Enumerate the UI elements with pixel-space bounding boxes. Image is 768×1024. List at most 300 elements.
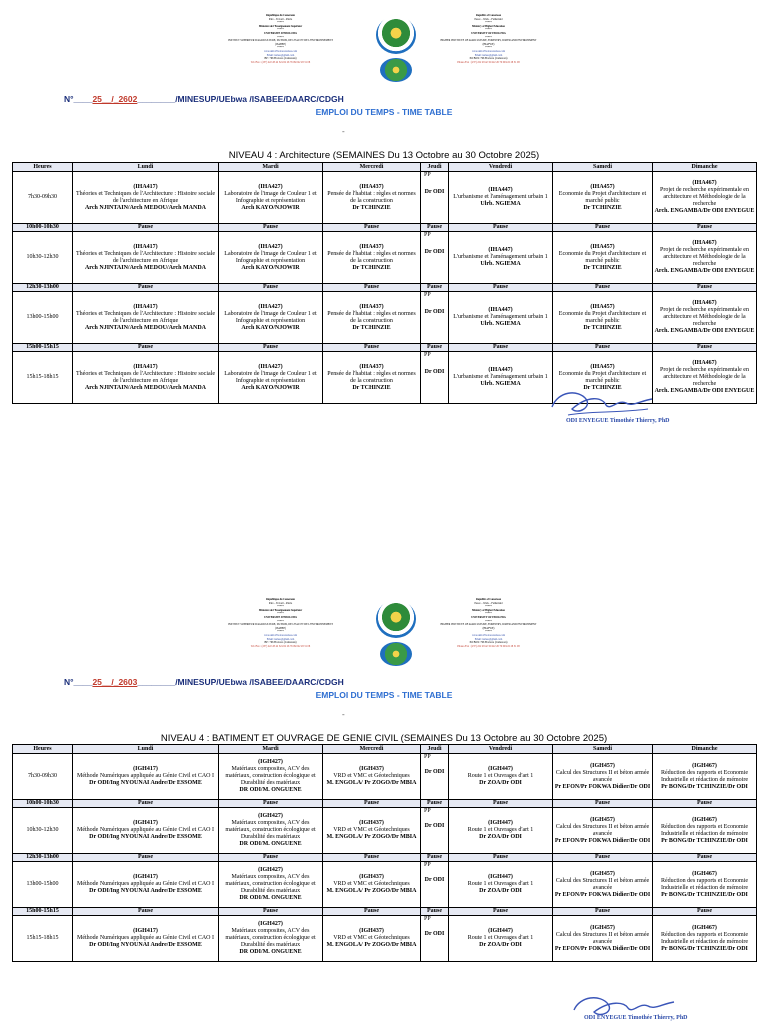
pause-cell: Pause bbox=[73, 908, 219, 916]
pause-cell: Pause bbox=[323, 224, 421, 232]
course-title: Calcul des Structures II et béton armée avancée bbox=[555, 931, 650, 945]
course-code: (IGH437) bbox=[359, 766, 384, 772]
separator-dash: - bbox=[342, 710, 345, 719]
course-teacher: Arch NJINTAIN/Arch MEDOU/Arch MANDA bbox=[84, 384, 207, 391]
course-code: (IGH427) bbox=[258, 921, 283, 927]
header-line: Tél./Fax : (237) 222 28 42 32/222 26 76 09/222 28 31 08 bbox=[250, 60, 311, 64]
pause-cell: Pause bbox=[73, 800, 219, 808]
pause-cell: Pause bbox=[553, 908, 653, 916]
course-code: (IGH467) bbox=[692, 870, 717, 877]
column-header: Jeudi bbox=[421, 745, 449, 754]
header-line: UNIVERSITY OF EBOLOWA bbox=[471, 615, 506, 619]
course-teacher: Ulrb. NGIEMA bbox=[480, 261, 521, 267]
course-code: (IGH467) bbox=[692, 816, 717, 823]
header-line: République du Cameroun bbox=[266, 598, 295, 601]
course-teacher: Arch. ENGAMBA/Dr ODI ENYEGUE bbox=[654, 268, 755, 274]
course-teacher: Ulrb. NGIEMA bbox=[480, 321, 521, 327]
signatory-name: ODI ENYEGUE Timothée Thierry, PhD bbox=[584, 1015, 688, 1021]
course-cell-mercredi bbox=[323, 862, 421, 908]
course-cell-mardi bbox=[219, 916, 323, 962]
ref-suffix: ________/MINESUP/UEbwa /ISABEE/DAARC/CDGH bbox=[137, 677, 344, 687]
course-teacher: Dr ZOA/Dr ODI bbox=[479, 834, 522, 840]
course-teacher: Dr TCHINZIE bbox=[583, 384, 622, 391]
course-code: (IHA447) bbox=[488, 367, 513, 373]
pause-cell: Pause bbox=[653, 854, 757, 862]
course-title: Economie du Projet d'architecture et marché public bbox=[558, 250, 647, 264]
column-header: Dimanche bbox=[653, 163, 757, 172]
pause-cell: Pause bbox=[73, 344, 219, 352]
course-cell-lundi bbox=[73, 916, 219, 962]
course-title: VRD et VMC et Géotechniques bbox=[333, 827, 410, 833]
course-teacher: Arch. ENGAMBA/Dr ODI ENYEGUE bbox=[654, 328, 755, 334]
lesson-row bbox=[13, 754, 757, 800]
course-code: (IHA447) bbox=[488, 247, 513, 253]
header-line: BP : 796 Ebolowa (Cameroun) bbox=[264, 57, 297, 61]
course-code: (IGH417) bbox=[133, 820, 158, 826]
pause-cell: Pause bbox=[449, 800, 553, 808]
course-code: (IGH427) bbox=[258, 867, 283, 873]
header-line: Ministry of Higher Education bbox=[472, 24, 505, 28]
course-title: VRD et VMC et Géotechniques bbox=[333, 935, 410, 941]
header-line: BP : 796 Ebolowa (Cameroun) bbox=[264, 641, 297, 645]
course-code: (IHA447) bbox=[488, 187, 513, 193]
course-cell-jeudi bbox=[421, 808, 449, 854]
pause-cell: Pause bbox=[73, 284, 219, 292]
course-teacher: Arch NJINTAIN/Arch MEDOU/Arch MANDA bbox=[84, 324, 207, 331]
course-cell-dimanche bbox=[653, 808, 757, 854]
pause-cell: Pause bbox=[421, 908, 449, 916]
course-code: (IHA467) bbox=[692, 240, 717, 246]
course-title: L'urbanisme et l'aménagement urbain 1 bbox=[453, 374, 548, 380]
pause-cell: Pause bbox=[653, 800, 757, 808]
column-header: Mardi bbox=[219, 163, 323, 172]
course-teacher: Dr TCHINZIE bbox=[352, 204, 391, 211]
pause-cell: Pause bbox=[421, 800, 449, 808]
course-title: L'urbanisme et l'aménagement urbain 1 bbox=[453, 194, 548, 200]
course-title: Méthode Numériques appliquée au Génie Civil et CAO I bbox=[77, 935, 214, 941]
course-code: (IHA437) bbox=[359, 363, 384, 370]
course-cell-mercredi bbox=[323, 808, 421, 854]
course-cell-vendredi bbox=[449, 808, 553, 854]
pause-cell: Pause bbox=[553, 854, 653, 862]
pp-label: PP bbox=[424, 232, 431, 238]
course-teacher: Dr TCHINZIE bbox=[583, 264, 622, 271]
course-code: (IHA447) bbox=[488, 307, 513, 313]
course-title: Réduction des rapports et Economie Industrielle et rédaction de mémoire bbox=[661, 823, 748, 837]
header-line: PO BOX: 796 Ebolowa (Cameroon) bbox=[469, 641, 508, 645]
level-heading: NIVEAU 4 : BATIMENT ET OUVRAGE DE GENIE CIVIL (SEMAINES Du 13 Octobre au 30 Octobre 2025) bbox=[160, 733, 608, 744]
course-cell-vendredi bbox=[449, 754, 553, 800]
course-code: (IGH447) bbox=[488, 874, 513, 880]
header-line: ***** bbox=[277, 21, 284, 25]
course-title: Calcul des Structures II et béton armée avancée bbox=[555, 769, 650, 783]
course-title: L'urbanisme et l'aménagement urbain 1 bbox=[453, 254, 548, 260]
column-header: Samedi bbox=[553, 163, 653, 172]
course-title: Route 1 et Ouvrages d'art 1 bbox=[467, 935, 534, 941]
pause-cell: Pause bbox=[653, 908, 757, 916]
column-header: Samedi bbox=[553, 745, 653, 754]
course-teacher: Dr ODI/Ing NYOUNAI Andre/Dr ESSOME bbox=[89, 780, 202, 786]
course-title: Matériaux composites, ACV des matériaux, construction écologique et Durabilité des matériaux bbox=[225, 820, 316, 840]
course-code: (IHA417) bbox=[133, 363, 158, 370]
course-code: (IHA437) bbox=[359, 183, 384, 190]
course-title: Méthode Numériques appliquée au Génie Civil et CAO I bbox=[77, 881, 214, 887]
header-line: ***** bbox=[485, 612, 492, 616]
course-code: (IGH457) bbox=[590, 762, 615, 769]
university-seal-icon bbox=[376, 600, 416, 638]
course-cell-jeudi bbox=[421, 862, 449, 908]
university-logo bbox=[368, 598, 424, 668]
header-line: ***** bbox=[485, 619, 492, 623]
course-title: Laboratoire de l'image de Couleur 1 et Infographie et représentation bbox=[224, 250, 317, 264]
course-title: Economie du Projet d'architecture et marché public bbox=[558, 370, 647, 384]
header-line: UNIVERSITE D'EBOLOWA bbox=[264, 31, 297, 35]
course-code: (IGH447) bbox=[488, 766, 513, 772]
course-cell-samedi bbox=[553, 916, 653, 962]
course-title: Réduction des rapports et Economie Industrielle et rédaction de mémoire bbox=[661, 769, 748, 783]
header-line: www.univ-Ebolowa.isabee.com bbox=[471, 49, 506, 53]
course-teacher: Pr BONG/Dr TCHINZIE/Dr ODI bbox=[661, 837, 748, 844]
course-title: Laboratoire de l'image de Couleur 1 et Infographie et représentation bbox=[224, 310, 317, 324]
course-title: Pensée de l'habitat : règles et normes de la construction bbox=[327, 310, 416, 324]
header-line: République du Cameroun bbox=[266, 14, 295, 17]
header-line: ***** bbox=[485, 28, 492, 32]
pause-cell: Pause bbox=[323, 800, 421, 808]
course-cell-vendredi bbox=[449, 916, 553, 962]
course-code: (IHA427) bbox=[258, 183, 283, 190]
signatory-name: ODI ENYEGUE Timothée Thierry, PhD bbox=[566, 418, 670, 424]
course-title: Matériaux composites, ACV des matériaux, construction écologique et Durabilité des matériaux bbox=[225, 766, 316, 786]
header-line: ***** bbox=[277, 619, 284, 623]
course-title: Route 1 et Ouvrages d'art 1 bbox=[467, 773, 534, 779]
time-slot: 15h15-18h15 bbox=[13, 352, 73, 404]
course-cell-mardi bbox=[219, 808, 323, 854]
pause-cell: Pause bbox=[553, 344, 653, 352]
header-right-english bbox=[436, 598, 541, 648]
course-teacher: Dr TCHINZIE bbox=[352, 324, 391, 331]
course-cell-mercredi bbox=[323, 754, 421, 800]
course-teacher: Dr ODI bbox=[424, 369, 445, 375]
header-line: Email: isabee@gmail.com bbox=[474, 53, 503, 57]
course-cell-dimanche bbox=[653, 754, 757, 800]
column-header: Heures bbox=[13, 745, 73, 754]
course-teacher: Pr BONG/Dr TCHINZIE/Dr ODI bbox=[661, 891, 748, 898]
course-code: (IHA427) bbox=[258, 363, 283, 370]
course-teacher: DR ODI/M. ONGUENE bbox=[239, 787, 302, 793]
course-code: (IHA437) bbox=[359, 303, 384, 310]
header-line: INSTITUT SUPERIEUR D'AGRICULTURE, DU BOIS, DE L'EAU ET DE L'ENVIRONNEMENT (ISABEE) bbox=[228, 39, 333, 46]
pause-row bbox=[13, 800, 757, 808]
course-code: (IHA457) bbox=[590, 243, 615, 250]
course-title: Projet de recherche expérimentale en architecture et Méthodologie de la recherche bbox=[660, 187, 749, 207]
course-teacher: Dr TCHINZIE bbox=[352, 384, 391, 391]
course-code: (IGH437) bbox=[359, 820, 384, 826]
course-teacher: Pr EFON/Pr FOKWA Didier/Dr ODI bbox=[554, 945, 651, 952]
course-teacher: Arch KAYO/NJOWIR bbox=[241, 264, 300, 271]
header-line: Email: isabee@gmail.com bbox=[266, 53, 295, 57]
course-teacher: Dr ODI bbox=[424, 189, 445, 195]
lesson-row bbox=[13, 808, 757, 854]
course-cell-mardi bbox=[219, 754, 323, 800]
course-code: (IGH427) bbox=[258, 813, 283, 819]
header-line: ***** bbox=[277, 28, 284, 32]
course-title: Matériaux composites, ACV des matériaux, construction écologique et Durabilité des matériaux bbox=[225, 874, 316, 894]
pause-cell: Pause bbox=[323, 284, 421, 292]
column-header: Vendredi bbox=[449, 745, 553, 754]
course-teacher: Dr ODI bbox=[424, 877, 445, 883]
course-code: (IGH467) bbox=[692, 762, 717, 769]
header-line: ***** bbox=[485, 46, 492, 50]
course-title: Economie du Projet d'architecture et marché public bbox=[558, 310, 647, 324]
header-line: Paix – Travail – Patrie bbox=[268, 17, 293, 21]
pause-cell: Pause bbox=[653, 284, 757, 292]
pause-cell: Pause bbox=[323, 908, 421, 916]
time-slot: 13h00-15h00 bbox=[13, 862, 73, 908]
course-teacher: Dr ODI/Ing NYOUNAI Andre/Dr ESSOME bbox=[89, 888, 202, 894]
course-title: Matériaux composites, ACV des matériaux, construction écologique et Durabilité des matériaux bbox=[225, 928, 316, 948]
course-cell-mercredi bbox=[323, 916, 421, 962]
header-line: INSTITUT SUPERIEUR D'AGRICULTURE, DU BOIS, DE L'EAU ET DE L'ENVIRONNEMENT (ISABEE) bbox=[228, 623, 333, 630]
header-line: Ministère de l'Enseignement Supérieur bbox=[258, 608, 303, 612]
course-teacher: Dr ODI bbox=[424, 931, 445, 937]
course-teacher: Pr BONG/Dr TCHINZIE/Dr ODI bbox=[661, 945, 748, 952]
course-title: Projet de recherche expérimentale en architecture et Méthodologie de la recherche bbox=[660, 247, 749, 267]
pause-cell: Pause bbox=[449, 908, 553, 916]
pp-label: PP bbox=[424, 292, 431, 298]
course-teacher: M. ENGOLA/ Pr ZOGO/Dr MBIA bbox=[326, 780, 417, 786]
header-line: ***** bbox=[277, 612, 284, 616]
course-cell-jeudi bbox=[421, 754, 449, 800]
course-teacher: Dr ODI/Ing NYOUNAI Andre/Dr ESSOME bbox=[89, 942, 202, 948]
course-code: (IGH417) bbox=[133, 766, 158, 772]
pause-cell: Pause bbox=[449, 854, 553, 862]
course-code: (IGH417) bbox=[133, 928, 158, 934]
course-teacher: Arch NJINTAIN/Arch MEDOU/Arch MANDA bbox=[84, 204, 207, 211]
course-teacher: DR ODI/M. ONGUENE bbox=[239, 895, 302, 901]
course-cell-jeudi bbox=[421, 916, 449, 962]
pause-cell: Pause bbox=[219, 854, 323, 862]
pause-cell: Pause bbox=[323, 854, 421, 862]
course-cell-samedi bbox=[553, 862, 653, 908]
ref-number: 25__/_2603 bbox=[92, 677, 138, 687]
course-teacher: DR ODI/M. ONGUENE bbox=[239, 949, 302, 955]
ref-suffix: ________/MINESUP/UEbwa /ISABEE/DAARC/CDGH bbox=[137, 94, 344, 104]
header-line: ***** bbox=[277, 35, 284, 39]
time-slot: 15h00-15h15 bbox=[13, 344, 73, 352]
course-teacher: Arch. ENGAMBA/Dr ODI ENYEGUE bbox=[654, 388, 755, 394]
course-code: (IGH417) bbox=[133, 874, 158, 880]
course-title: Pensée de l'habitat : règles et normes de la construction bbox=[327, 250, 416, 264]
course-teacher: Dr ZOA/Dr ODI bbox=[479, 888, 522, 894]
course-teacher: Dr TCHINZIE bbox=[352, 264, 391, 271]
course-cell-lundi bbox=[73, 754, 219, 800]
course-title: Réduction des rapports et Economie Industrielle et rédaction de mémoire bbox=[661, 877, 748, 891]
course-title: Méthode Numériques appliquée au Génie Civil et CAO I bbox=[77, 827, 214, 833]
header-line: Republic of Cameroon bbox=[475, 598, 502, 601]
course-teacher: Dr ODI bbox=[424, 823, 445, 829]
pause-cell: Pause bbox=[219, 908, 323, 916]
course-teacher: Pr BONG/Dr TCHINZIE/Dr ODI bbox=[661, 783, 748, 790]
pp-label: PP bbox=[424, 862, 431, 868]
header-line: www.univ-Ebolowa.isabee.com bbox=[471, 633, 506, 637]
course-code: (IGH457) bbox=[590, 870, 615, 877]
course-code: (IHA457) bbox=[590, 183, 615, 190]
header-line: ***** bbox=[485, 35, 492, 39]
time-slot: 7h30-09h30 bbox=[13, 754, 73, 800]
header-line: Peace – Work – Fatherland bbox=[474, 17, 503, 21]
header-line: HIGHER INSTITUTE OF AGRICULTURE, FORESTRY, WATER AND ENVIRONMENT (HIAFWE) bbox=[440, 623, 537, 630]
institute-seal-icon bbox=[380, 642, 412, 666]
pp-label: PP bbox=[424, 352, 431, 358]
course-teacher: Pr EFON/Pr FOKWA Didier/Dr ODI bbox=[554, 783, 651, 790]
course-title: Laboratoire de l'image de Couleur 1 et Infographie et représentation bbox=[224, 370, 317, 384]
time-slot: 10h00-10h30 bbox=[13, 224, 73, 232]
header-line: Email: isabee@gmail.com bbox=[266, 637, 295, 641]
course-code: (IHA427) bbox=[258, 243, 283, 250]
course-teacher: Dr ODI bbox=[424, 249, 445, 255]
ref-number: 25__/_2602 bbox=[92, 94, 138, 104]
pause-cell: Pause bbox=[73, 854, 219, 862]
course-cell-samedi bbox=[553, 808, 653, 854]
course-code: (IGH437) bbox=[359, 928, 384, 934]
course-code: (IHA417) bbox=[133, 303, 158, 310]
pause-cell: Pause bbox=[219, 344, 323, 352]
header-line: ***** bbox=[277, 630, 284, 634]
header-line: ***** bbox=[277, 46, 284, 50]
pause-cell: Pause bbox=[421, 344, 449, 352]
course-teacher: Ulrb. NGIEMA bbox=[480, 381, 521, 387]
header-line: Paix – Travail – Patrie bbox=[268, 601, 293, 605]
pp-label: PP bbox=[424, 808, 431, 814]
course-title: Projet de recherche expérimentale en architecture et Méthodologie de la recherche bbox=[660, 307, 749, 327]
course-teacher: Dr ODI bbox=[424, 309, 445, 315]
header-line: HIGHER INSTITUTE OF AGRICULTURE, FORESTRY, WATER AND ENVIRONMENT (HIAFWE) bbox=[440, 39, 537, 46]
pause-cell: Pause bbox=[553, 224, 653, 232]
header-line: Republic of Cameroon bbox=[475, 14, 502, 17]
lesson-row bbox=[13, 916, 757, 962]
header-line: Phone./Fax : (237) 222 28 42 32/222 26 76 09/222 28 31 08 bbox=[457, 644, 520, 648]
course-teacher: DR ODI/M. ONGUENE bbox=[239, 841, 302, 847]
pp-label: PP bbox=[424, 754, 431, 760]
course-teacher: Arch KAYO/NJOWIR bbox=[241, 384, 300, 391]
header-line: Peace – Work – Fatherland bbox=[474, 601, 503, 605]
time-slot: 12h30-13h00 bbox=[13, 284, 73, 292]
course-teacher: Arch NJINTAIN/Arch MEDOU/Arch MANDA bbox=[84, 264, 207, 271]
course-code: (IGH427) bbox=[258, 759, 283, 765]
reference-number bbox=[64, 677, 344, 687]
header-line: Email: isabee@gmail.com bbox=[474, 637, 503, 641]
timetable-title: EMPLOI DU TEMPS - TIME TABLE bbox=[315, 107, 453, 117]
course-teacher: Dr ODI bbox=[424, 769, 445, 775]
course-code: (IGH437) bbox=[359, 874, 384, 880]
header-line: ***** bbox=[277, 605, 284, 609]
course-title: Réduction des rapports et Economie Industrielle et rédaction de mémoire bbox=[661, 931, 748, 945]
header-line: PO BOX: 796 Ebolowa (Cameroon) bbox=[469, 57, 508, 61]
header-line: Ministère de l'Enseignement Supérieur bbox=[258, 24, 303, 28]
course-teacher: Dr TCHINZIE bbox=[583, 324, 622, 331]
course-code: (IGH447) bbox=[488, 928, 513, 934]
course-teacher: Dr ZOA/Dr ODI bbox=[479, 780, 522, 786]
header-line: UNIVERSITE D'EBOLOWA bbox=[264, 615, 297, 619]
pause-cell: Pause bbox=[449, 224, 553, 232]
pause-cell: Pause bbox=[421, 284, 449, 292]
header-line: www.univ-Ebolowa.isabee.com bbox=[263, 49, 298, 53]
column-header: Lundi bbox=[73, 745, 219, 754]
header-line: www.univ-Ebolowa.isabee.com bbox=[263, 633, 298, 637]
time-slot: 7h30-09h30 bbox=[13, 172, 73, 224]
course-code: (IHA427) bbox=[258, 303, 283, 310]
course-title: Route 1 et Ouvrages d'art 1 bbox=[467, 881, 534, 887]
course-title: Projet de recherche expérimentale en architecture et Méthodologie de la recherche bbox=[660, 367, 749, 387]
course-title: Economie du Projet d'architecture et marché public bbox=[558, 190, 647, 204]
course-title: Laboratoire de l'image de Couleur 1 et Infographie et représentation bbox=[224, 190, 317, 204]
course-title: Calcul des Structures II et béton armée avancée bbox=[555, 877, 650, 891]
course-code: (IGH447) bbox=[488, 820, 513, 826]
header-left-french bbox=[228, 598, 333, 648]
column-header: Mercredi bbox=[323, 745, 421, 754]
course-code: (IHA467) bbox=[692, 180, 717, 186]
course-title: VRD et VMC et Géotechniques bbox=[333, 773, 410, 779]
pause-cell: Pause bbox=[219, 224, 323, 232]
course-title: Théories et Techniques de l'Architecture : Histoire sociale de l'architecture en Afrique bbox=[76, 250, 215, 264]
pause-cell: Pause bbox=[219, 800, 323, 808]
time-slot: 12h30-13h00 bbox=[13, 854, 73, 862]
pause-cell: Pause bbox=[73, 224, 219, 232]
column-header: Mercredi bbox=[323, 163, 421, 172]
header-line: UNIVERSITY OF EBOLOWA bbox=[471, 31, 506, 35]
pp-label: PP bbox=[424, 172, 431, 178]
lesson-row bbox=[13, 862, 757, 908]
time-slot: 10h30-12h30 bbox=[13, 808, 73, 854]
course-teacher: M. ENGOLA/ Pr ZOGO/Dr MBIA bbox=[326, 942, 417, 948]
course-title: Théories et Techniques de l'Architecture : Histoire sociale de l'architecture en Afrique bbox=[76, 370, 215, 384]
header-line: Phone./Fax : (237) 222 28 42 32/222 26 76 09/222 28 31 08 bbox=[457, 60, 520, 64]
pause-cell: Pause bbox=[553, 800, 653, 808]
header-line: Ministry of Higher Education bbox=[472, 608, 505, 612]
header-line: ***** bbox=[485, 605, 492, 609]
pause-row bbox=[13, 854, 757, 862]
time-slot: 13h00-15h00 bbox=[13, 292, 73, 344]
course-title: VRD et VMC et Géotechniques bbox=[333, 881, 410, 887]
course-code: (IGH457) bbox=[590, 816, 615, 823]
time-slot: 15h00-15h15 bbox=[13, 908, 73, 916]
column-header: Vendredi bbox=[449, 163, 553, 172]
column-header: Jeudi bbox=[421, 163, 449, 172]
course-code: (IHA417) bbox=[133, 243, 158, 250]
course-code: (IHA437) bbox=[359, 243, 384, 250]
course-teacher: Dr ODI/Ing NYOUNAI Andre/Dr ESSOME bbox=[89, 834, 202, 840]
separator-dash: - bbox=[342, 127, 345, 136]
header-line: ***** bbox=[485, 630, 492, 634]
course-code: (IHA467) bbox=[692, 360, 717, 366]
timetable-grid bbox=[12, 744, 757, 962]
course-title: Pensée de l'habitat : règles et normes de la construction bbox=[327, 190, 416, 204]
header-line: Tél./Fax : (237) 222 28 42 32/222 26 76 09/222 28 31 08 bbox=[250, 644, 311, 648]
time-slot: 10h30-12h30 bbox=[13, 232, 73, 284]
course-title: L'urbanisme et l'aménagement urbain 1 bbox=[453, 314, 548, 320]
time-slot: 10h00-10h30 bbox=[13, 800, 73, 808]
course-cell-dimanche bbox=[653, 916, 757, 962]
course-code: (IGH467) bbox=[692, 924, 717, 931]
course-teacher: Dr TCHINZIE bbox=[583, 204, 622, 211]
course-code: (IHA417) bbox=[133, 183, 158, 190]
pause-row bbox=[13, 908, 757, 916]
course-code: (IHA457) bbox=[590, 363, 615, 370]
column-header: Mardi bbox=[219, 745, 323, 754]
course-title: Calcul des Structures II et béton armée avancée bbox=[555, 823, 650, 837]
course-teacher: Arch KAYO/NJOWIR bbox=[241, 324, 300, 331]
column-header: Dimanche bbox=[653, 745, 757, 754]
